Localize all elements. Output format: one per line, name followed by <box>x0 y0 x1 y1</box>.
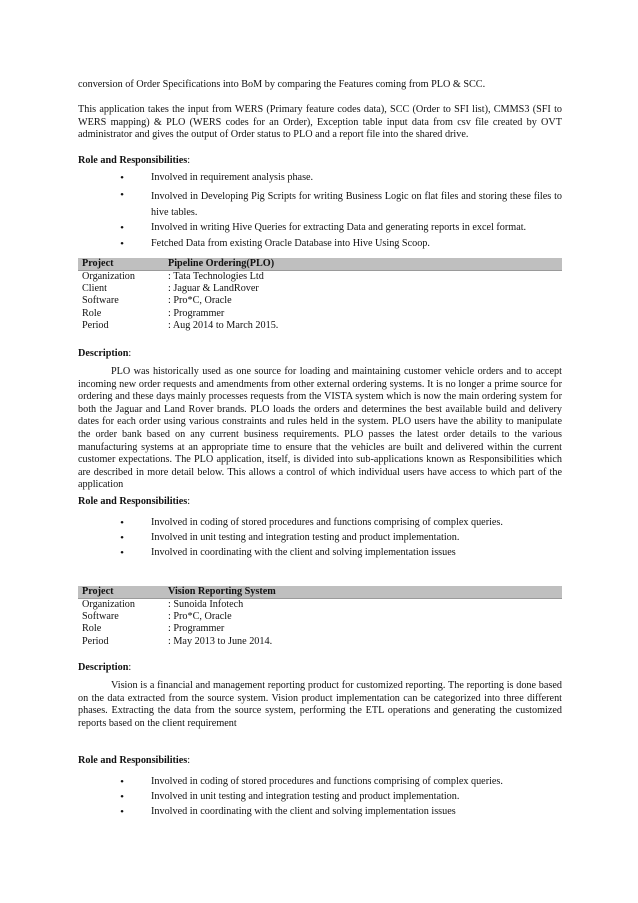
table-row: Software : Pro*C, Oracle <box>82 295 232 307</box>
bullet-icon: • <box>120 791 124 803</box>
bullet-icon: • <box>120 532 124 544</box>
description-heading-2: Description: <box>78 662 132 673</box>
bullet-icon: • <box>120 776 124 788</box>
table-row: Role : Programmer <box>82 307 225 319</box>
description-heading-1: Description: <box>78 348 132 359</box>
intro-line: conversion of Order Specifications into BoM by comparing the Features coming from PLO & SCC. <box>78 79 486 90</box>
table-row: Organization : Tata Technologies Ltd <box>82 271 264 282</box>
bullet-icon: • <box>120 222 124 234</box>
table-row: Software : Pro*C, Oracle <box>82 611 232 623</box>
project-table-vision <box>78 586 562 648</box>
bullet-icon: • <box>120 547 124 559</box>
table-row: Organization : Sunoida Infotech <box>82 599 244 610</box>
description-paragraph-1: PLO was historically used as one source for loading and maintaining customer vehicle orders and to accept incoming new order requests and amendments from other external ordering systems. It is no longer a prime source for ordering and these days mainly processes requests from the VISTA system which is now the main ordering system for both the Jaguar and Land Rover brands. PLO loads the orders and determines the best available build and delivery dates for each order using various constraints and rules held in the system. PLO users have the ability to manipulate the order bank based on any current business requirements. PLO passes the latest order details to the various manufacturing systems at an appropriate time to ensure that the vehicles are built and delivered within the current customer expectations. The PLO application, itself, is divided into sub-applications known as Responsibilities which are described in more detail below. This allows a control of which individual users have access to which part of the application <box>78 366 562 491</box>
project-table-plo <box>78 258 562 332</box>
table-row: Period : May 2013 to June 2014. <box>82 635 273 647</box>
table-row: Client : Jaguar & LandRover <box>82 283 259 295</box>
bullet-icon: • <box>120 189 124 201</box>
roles-heading-3: Role and Responsibilities: <box>78 755 191 766</box>
roles-heading-1: Role and Responsibilities: <box>78 155 191 166</box>
description-paragraph-2: Vision is a financial and management reporting product for customized reporting. The reporting is done based on the data extracted from the source system. Vision product implementation can be categorized into three different phases. Extracting the data from the source system, performing the ETL operations and generating the customized reports based on the client requirement <box>78 680 562 729</box>
bullet-icon: • <box>120 806 124 818</box>
table-row: Period : Aug 2014 to March 2015. <box>82 319 279 331</box>
bullet-icon: • <box>120 238 124 250</box>
table-row: Role : Programmer <box>82 623 225 635</box>
roles-heading-2: Role and Responsibilities: <box>78 496 191 507</box>
bullet-icon: • <box>120 517 124 529</box>
project-header-row: Project Pipeline Ordering(PLO) <box>78 258 562 271</box>
project-header-row: Project Vision Reporting System <box>78 586 562 599</box>
intro-paragraph: This application takes the input from WERS (Primary feature codes data), SCC (Order to SFI list), CMMS3 (SFI to WERS mapping) & PLO (WERS codes for an Order), Exception table input data from csv file created by OVT administrator and gives the output of Order status to PLO and a report file into the shared drive. <box>78 104 562 141</box>
bullet-icon: • <box>120 172 124 184</box>
